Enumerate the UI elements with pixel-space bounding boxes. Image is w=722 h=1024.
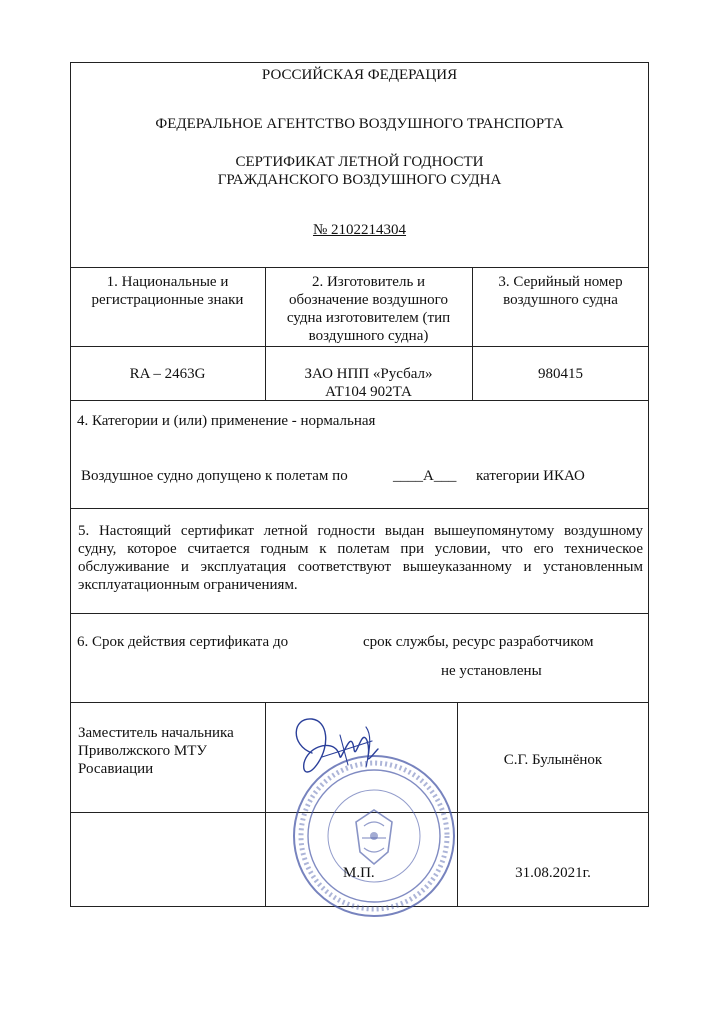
col2-header-line-3: судна изготовителем (тип [286,310,451,326]
col2-header-line-2: обозначение воздушного [289,292,448,308]
table-header-rule [70,346,649,347]
col3-header-line-1: 3. Серийный номер [498,274,623,290]
agency-heading: ФЕДЕРАЛЬНОЕ АГЕНТСТВО ВОЗДУШНОГО ТРАНСПОРТА [155,116,564,132]
airworthiness-statement: 5. Настоящий сертификат летной годности выдан вышеупомянутому воздушному судну, которое считается годным к полетам при условии, что его техническое обслуживание и эксплуатация соответствуют вышеуказанному и установленным эксплуатационным ограничениям. [78,523,643,593]
validity-label: 6. Срок действия сертификата до [77,634,289,650]
manufacturer-line-2: АТ104 902ТА [325,384,412,400]
country-heading: РОССИЙСКАЯ ФЕДЕРАЦИЯ [261,67,458,83]
signatory-position-line-1: Заместитель начальника [78,725,234,741]
icao-category-value: ____А___ [393,468,457,484]
signatory-name: С.Г. Булынёнок [503,752,603,768]
col3-header-line-2: воздушного судна [503,292,618,308]
col2-header-line-4: воздушного судна) [308,328,429,344]
seal-label: М.П. [343,865,375,881]
signature-rule [70,702,649,703]
section5-rule [70,508,649,509]
validity-value-line-2: не установлены [441,663,542,679]
serial-value: 980415 [538,366,583,382]
title-line-2: ГРАЖДАНСКОГО ВОЗДУШНОГО СУДНА [217,172,502,188]
icao-prefix: Воздушное судно допущено к полетам по [81,468,348,484]
handwritten-signature-icon [282,705,392,785]
col1-header-line-2: регистрационные знаки [91,292,244,308]
section6-rule [70,613,649,614]
col1-header-line-1: 1. Национальные и [106,274,229,290]
registration-value: RA – 2463G [129,366,206,382]
table-top-rule [70,267,649,268]
signatory-position-line-2: Приволжского МТУ [78,743,208,759]
signatory-position-line-3: Росавиации [78,761,154,777]
icao-suffix: категории ИКАО [476,468,585,484]
issue-date: 31.08.2021г. [515,865,591,881]
signature-col-divider-1 [265,702,266,907]
manufacturer-line-1: ЗАО НПП «Русбал» [304,366,433,382]
category-line: 4. Категории и (или) применение - нормальная [77,413,376,429]
col2-header-line-1: 2. Изготовитель и [311,274,426,290]
certificate-number: № 2102214304 [312,222,407,238]
validity-value-line-1: срок службы, ресурс разработчиком [363,634,594,650]
title-line-1: СЕРТИФИКАТ ЛЕТНОЙ ГОДНОСТИ [235,154,484,170]
